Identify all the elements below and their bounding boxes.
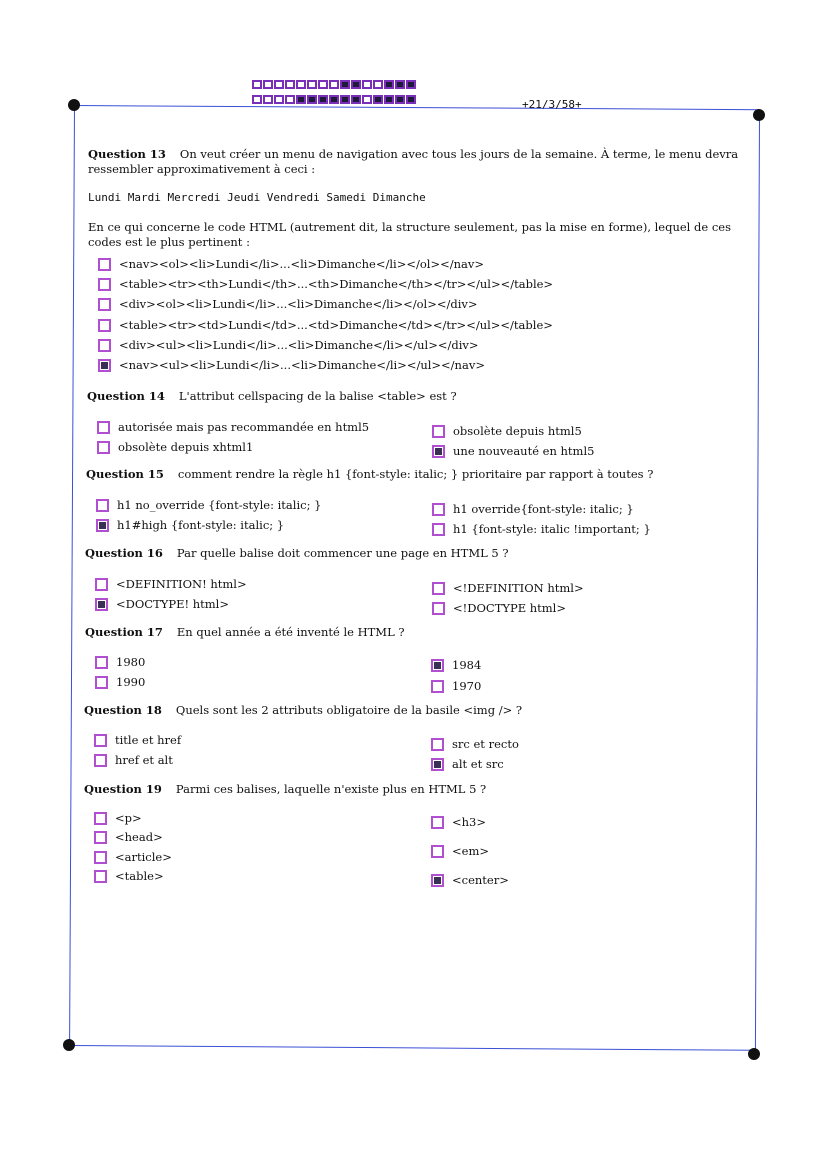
question-17-text: En quel année a été inventé le HTML ? [176, 625, 405, 639]
question-14-number: Question 14 [87, 389, 165, 403]
q19-option-4[interactable] [94, 869, 164, 883]
q13-option-6[interactable] [98, 358, 485, 372]
question-19 [84, 782, 749, 797]
checkbox[interactable] [432, 602, 445, 615]
barcode-cell [329, 80, 339, 89]
question-15 [86, 467, 751, 482]
q17-option-2[interactable] [95, 675, 145, 689]
checkbox[interactable] [431, 680, 444, 693]
option-label: <nav><ul><li>Lundi</li>...<li>Dimanche</li></ul></nav> [119, 358, 485, 372]
corner-mark-bottom-left [63, 1039, 75, 1051]
checkbox[interactable] [96, 499, 109, 512]
question-14 [87, 389, 752, 404]
q13-option-5[interactable] [98, 338, 479, 352]
question-18 [84, 703, 749, 718]
question-16-text: Par quelle balise doit commencer une page en HTML 5 ? [176, 546, 509, 560]
question-13 [88, 147, 753, 177]
barcode-cell [373, 80, 383, 89]
checkbox[interactable] [431, 874, 444, 887]
barcode-cell [362, 95, 372, 104]
barcode-cell [406, 95, 416, 104]
corner-mark-top-right [753, 109, 765, 121]
barcode-cell [296, 80, 306, 89]
checkbox[interactable] [98, 339, 111, 352]
option-label: 1970 [452, 679, 482, 693]
option-label: h1 override{font-style: italic; } [453, 502, 634, 516]
sheet-code: +21/3/58+ [522, 98, 582, 111]
frame-top-line [74, 105, 760, 110]
barcode-cell [274, 80, 284, 89]
checkbox[interactable] [98, 319, 111, 332]
option-label: href et alt [115, 753, 173, 767]
q17-option-4[interactable] [431, 679, 481, 693]
option-label: <center> [452, 873, 509, 887]
checkbox[interactable] [95, 598, 108, 611]
option-label: 1984 [452, 658, 482, 672]
q19-option-3[interactable] [94, 850, 172, 864]
q18-option-4[interactable] [431, 757, 504, 771]
option-label: <table> [115, 869, 164, 883]
checkbox[interactable] [97, 441, 110, 454]
checkbox[interactable] [95, 676, 108, 689]
barcode-cell [395, 80, 405, 89]
option-label: 1980 [116, 655, 146, 669]
question-18-text: Quels sont les 2 attributs obligatoire de la basile <img /> ? [175, 703, 523, 717]
option-label: <p> [115, 811, 142, 825]
option-label: <table><tr><td>Lundi</td>...<td>Dimanche</td></tr></ul></table> [119, 318, 553, 332]
barcode-cell [340, 95, 350, 104]
q13-option-3[interactable] [98, 297, 478, 311]
checkbox[interactable] [432, 445, 445, 458]
checkbox[interactable] [431, 659, 444, 672]
barcode-cell [362, 80, 372, 89]
question-13-subtext: En ce qui concerne le code HTML (autrement dit, la structure seulement, pas la mise en forme), lequel de ces codes est le plus pertinent : [88, 220, 731, 249]
q15-option-4[interactable] [432, 522, 651, 536]
barcode-cell [285, 80, 295, 89]
option-label: <!DEFINITION html> [453, 581, 584, 595]
q19-option-1[interactable] [94, 811, 142, 825]
corner-mark-bottom-right [748, 1048, 760, 1060]
q17-option-3[interactable] [431, 658, 481, 672]
checkbox[interactable] [432, 425, 445, 438]
q16-option-1[interactable] [95, 577, 247, 591]
q18-option-2[interactable] [94, 753, 173, 767]
q19-option-7[interactable] [431, 873, 509, 887]
q19-option-6[interactable] [431, 844, 489, 858]
option-label: obsolète depuis xhtml1 [118, 440, 254, 454]
barcode-cell [307, 95, 317, 104]
question-16-number: Question 16 [85, 546, 163, 560]
option-label: <div><ul><li>Lundi</li>...<li>Dimanche</li></ul></div> [119, 338, 479, 352]
option-label: src et recto [452, 737, 519, 751]
barcode-cell [351, 80, 361, 89]
q15-option-1[interactable] [96, 498, 321, 512]
checkbox[interactable] [95, 578, 108, 591]
option-label: 1990 [116, 675, 146, 689]
option-label: <div><ol><li>Lundi</li>...<li>Dimanche</li></ol></div> [119, 297, 478, 311]
q18-option-3[interactable] [431, 737, 519, 751]
checkbox[interactable] [432, 523, 445, 536]
option-label: <h3> [452, 815, 486, 829]
option-label: une nouveauté en html5 [453, 444, 595, 458]
option-label: title et href [115, 733, 182, 747]
option-label: <DEFINITION! html> [116, 577, 247, 591]
q16-option-2[interactable] [95, 597, 229, 611]
checkbox[interactable] [94, 754, 107, 767]
checkbox[interactable] [98, 278, 111, 291]
q17-option-1[interactable] [95, 655, 145, 669]
menu-example: Lundi Mardi Mercredi Jeudi Vendredi Samedi Dimanche [88, 191, 426, 204]
barcode-cell [351, 95, 361, 104]
option-label: h1 {font-style: italic !important; } [453, 522, 651, 536]
option-label: <table><tr><th>Lundi</th>...<th>Dimanche</th></tr></ul></table> [119, 277, 554, 291]
q16-option-4[interactable] [432, 601, 566, 615]
question-14-text: L'attribut cellspacing de la balise <table> est ? [178, 389, 457, 403]
option-label: h1#high {font-style: italic; } [117, 518, 285, 532]
checkbox[interactable] [98, 298, 111, 311]
option-label: <em> [452, 844, 489, 858]
question-17 [85, 625, 750, 640]
q13-option-4[interactable] [98, 318, 553, 332]
barcode-cell [307, 80, 317, 89]
q13-option-2[interactable] [98, 277, 553, 291]
question-17-number: Question 17 [85, 625, 163, 639]
option-label: obsolète depuis html5 [453, 424, 582, 438]
checkbox[interactable] [96, 519, 109, 532]
q14-option-2[interactable] [97, 440, 253, 454]
checkbox[interactable] [98, 359, 111, 372]
checkbox[interactable] [97, 421, 110, 434]
checkbox[interactable] [95, 656, 108, 669]
barcode-cell [274, 95, 284, 104]
barcode-cell [340, 80, 350, 89]
barcode-cell [252, 95, 262, 104]
q13-option-1[interactable] [98, 257, 484, 271]
option-label: <head> [115, 830, 163, 844]
checkbox[interactable] [94, 831, 107, 844]
checkbox[interactable] [431, 738, 444, 751]
barcode-cell [384, 80, 394, 89]
checkbox[interactable] [431, 816, 444, 829]
checkbox[interactable] [98, 258, 111, 271]
option-label: <article> [115, 850, 172, 864]
question-18-number: Question 18 [84, 703, 162, 717]
frame-left-line [69, 105, 75, 1045]
question-19-number: Question 19 [84, 782, 162, 796]
option-label: h1 no_override {font-style: italic; } [117, 498, 322, 512]
barcode-cell [252, 80, 262, 89]
q19-option-2[interactable] [94, 830, 163, 844]
barcode-cell [329, 95, 339, 104]
question-13-number: Question 13 [88, 147, 166, 161]
question-19-text: Parmi ces balises, laquelle n'existe plus en HTML 5 ? [175, 782, 487, 796]
barcode-cell [263, 95, 273, 104]
checkbox[interactable] [431, 845, 444, 858]
barcode-cell [373, 95, 383, 104]
question-15-text: comment rendre la règle h1 {font-style: italic; } prioritaire par rapport à toutes ? [177, 467, 654, 481]
frame-bottom-line [69, 1045, 755, 1051]
q18-option-1[interactable] [94, 733, 181, 747]
question-16 [85, 546, 750, 561]
option-label: autorisée mais pas recommandée en html5 [118, 420, 370, 434]
barcode-cell [318, 95, 328, 104]
barcode-row-2 [252, 95, 416, 104]
barcode-row-1 [252, 80, 416, 89]
option-label: <DOCTYPE! html> [116, 597, 230, 611]
barcode-cell [285, 95, 295, 104]
q16-option-3[interactable] [432, 581, 584, 595]
barcode-cell [296, 95, 306, 104]
checkbox[interactable] [94, 812, 107, 825]
barcode-cell [406, 80, 416, 89]
question-15-number: Question 15 [86, 467, 164, 481]
q15-option-2[interactable] [96, 518, 284, 532]
corner-mark-top-left [68, 99, 80, 111]
checkbox[interactable] [431, 758, 444, 771]
checkbox[interactable] [432, 582, 445, 595]
frame-right-line [755, 115, 760, 1053]
q15-option-3[interactable] [432, 502, 634, 516]
barcode-cell [263, 80, 273, 89]
option-label: <!DOCTYPE html> [453, 601, 567, 615]
barcode-cell [384, 95, 394, 104]
q19-option-5[interactable] [431, 815, 486, 829]
q14-option-3[interactable] [432, 424, 582, 438]
checkbox[interactable] [94, 851, 107, 864]
option-label: <nav><ol><li>Lundi</li>...<li>Dimanche</li></ol></nav> [119, 257, 484, 271]
q14-option-4[interactable] [432, 444, 594, 458]
option-label: alt et src [452, 757, 504, 771]
barcode-cell [395, 95, 405, 104]
checkbox[interactable] [94, 870, 107, 883]
checkbox[interactable] [432, 503, 445, 516]
q14-option-1[interactable] [97, 420, 369, 434]
barcode-cell [318, 80, 328, 89]
checkbox[interactable] [94, 734, 107, 747]
question-13-text: On veut créer un menu de navigation avec tous les jours de la semaine. À terme, le menu devra ressembler approximativement à ceci : [88, 147, 739, 176]
